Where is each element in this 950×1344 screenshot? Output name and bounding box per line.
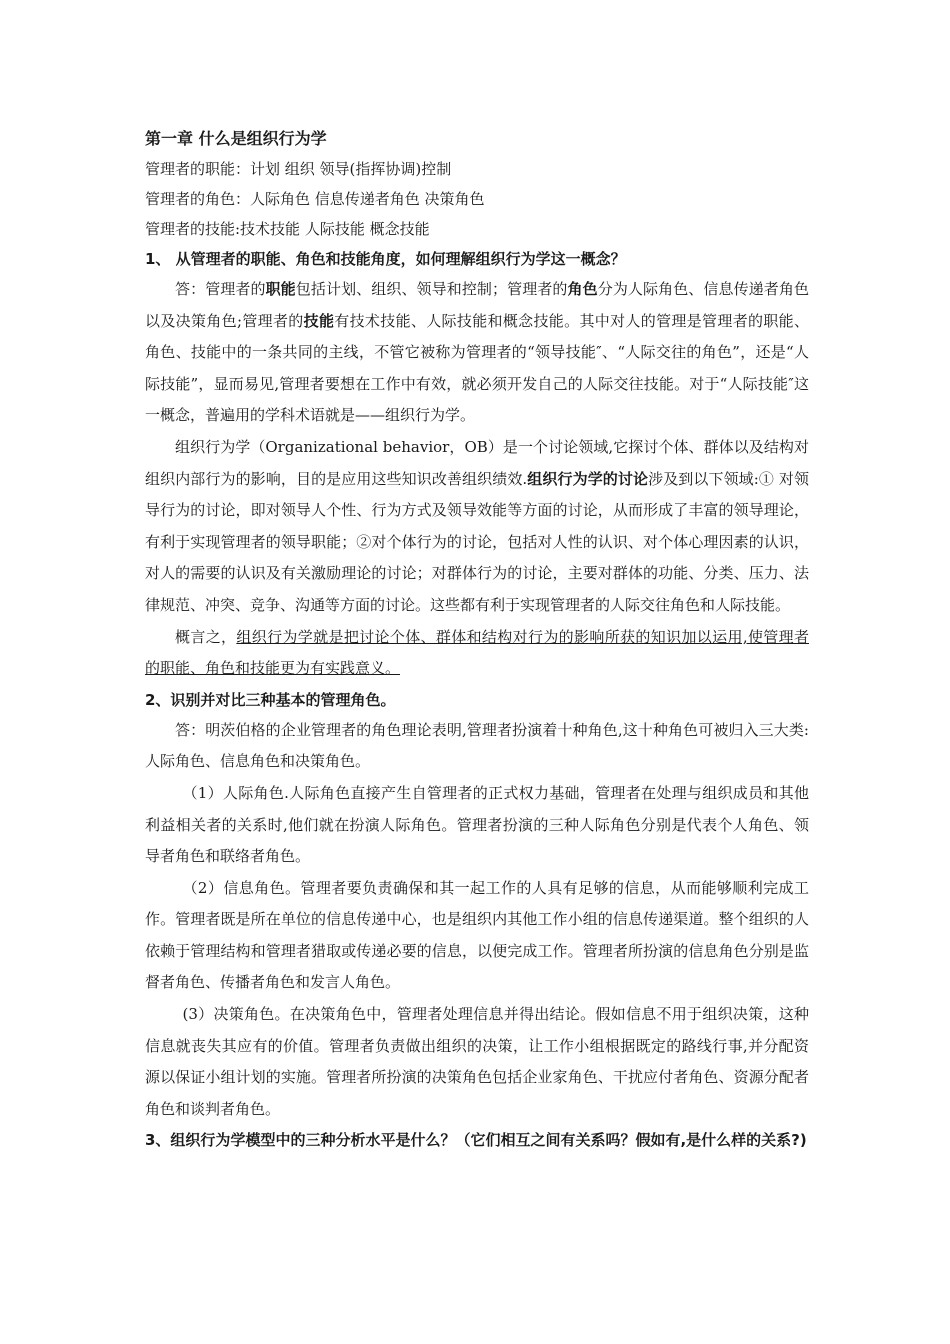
q2-informational-role: （2）信息角色。管理者要负责确保和其一起工作的人具有足够的信息，从而能够顺利完成工作。管理者既是所在单位的信息传递中心，也是组织内其他工作小组的信息传递渠道。整个组织的人依赖于管理结构和管理者猎取或传递必要的信息，以便完成工作。管理者所扮演的信息角色分别是监督者角色、传播者角色和发言人角色。 bbox=[145, 878, 809, 992]
question-1-title: 1、 从管理者的职能、角色和技能角度，如何理解组织行为学这一概念？ bbox=[145, 250, 626, 268]
q1-answer-paragraph-2 bbox=[145, 432, 809, 622]
question-2-title: 2、识别并对比三种基本的管理角色。 bbox=[145, 690, 396, 709]
q1-answer-paragraph-1 bbox=[145, 274, 809, 432]
underlined-summary: 组织行为学就是把讨论个体、群体和结构对行为的影响所获的知识加以运用,使管理者的职能、角色和技能更为有实践意义。 bbox=[145, 627, 809, 678]
bold-term: 组织行为学的讨论 bbox=[527, 469, 649, 488]
q2-decisional-role: (3）决策角色。在决策角色中，管理者处理信息并得出结论。假如信息不用于组织决策，这种信息就丧失其应有的价值。管理者负责做出组织的决策，让工作小组根据既定的路线行事,并分配资源以保证小组计划的实施。管理者所扮演的决策角色包括企业家角色、干扰应付者角色、资源分配者角色和谈判者角色。 bbox=[145, 1005, 809, 1118]
text: 有技术技能、人际技能和概念技能。其中对人的管理是管理者的职能、角色、技能中的一条共同的主线，不管它被称为管理者的“领导技能″、“人际交往的角色”，还是“人际技能”，显而易见,管理者要想在工作中有效，就必须开发自己的人际交往技能。对于“人际技能″这一概念，普遍用的学科术语就是——组织行为学。 bbox=[145, 311, 809, 425]
bold-term: 职能 bbox=[265, 280, 296, 298]
q2-interpersonal-role: （1）人际角色.人际角色直接产生自管理者的正式权力基础，管理者在处理与组织成员和其他利益相关者的关系时,他们就在扮演人际角色。管理者扮演的三种人际角色分别是代表个人角色、领导者角色和联络者角色。 bbox=[145, 783, 809, 866]
text: 组织行为学（Organizational behavior，OB）是一个讨论领域,它探讨个体、群体以及结构对组织内部行为的影响，目的是应用这些知识改善组织绩效. bbox=[145, 437, 809, 488]
bold-term: 技能 bbox=[303, 311, 335, 330]
text: 概言之， bbox=[175, 627, 237, 646]
question-3-title: 3、组织行为学模型中的三种分析水平是什么？（它们相互之间有关系吗？假如有,是什么样的关系?) bbox=[145, 1131, 807, 1150]
text: 包括计划、组织、领导和控制；管理者的 bbox=[295, 280, 568, 298]
q2-answer-paragraph-1: 答：明茨伯格的企业管理者的角色理论表明,管理者扮演着十种角色,这十种角色可被归入三大类:人际角色、信息角色和决策角色。 bbox=[145, 720, 809, 771]
intro-functions: 管理者的职能：计划 组织 领导(指挥协调)控制 bbox=[145, 160, 452, 178]
q1-answer-paragraph-3 bbox=[145, 622, 809, 685]
chapter-title: 第一章 什么是组织行为学 bbox=[145, 129, 327, 148]
intro-roles: 管理者的角色：人际角色 信息传递者角色 决策角色 bbox=[145, 190, 485, 208]
text: 涉及到以下领域:① 对领导行为的讨论，即对领导人个性、行为方式及领导效能等方面的讨论，从而形成了丰富的领导理论，有利于实现管理者的领导职能；②对个体行为的讨论，包括对人性的认识、对个体心理因素的认识，对人的需要的认识及有关激励理论的讨论；对群体行为的讨论，主要对群体的功能、分类、压力、法律规范、冲突、竞争、沟通等方面的讨论。这些都有利于实现管理者的人际交往角色和人际技能。 bbox=[145, 469, 809, 614]
intro-skills: 管理者的技能:技术技能 人际技能 概念技能 bbox=[145, 220, 430, 238]
text: 答：管理者的 bbox=[175, 280, 266, 298]
bold-term: 角色 bbox=[567, 280, 598, 298]
document-page bbox=[145, 124, 809, 1157]
text: 分为人际角色、信息传递者角色以及决策角色;管理者的 bbox=[145, 280, 809, 330]
